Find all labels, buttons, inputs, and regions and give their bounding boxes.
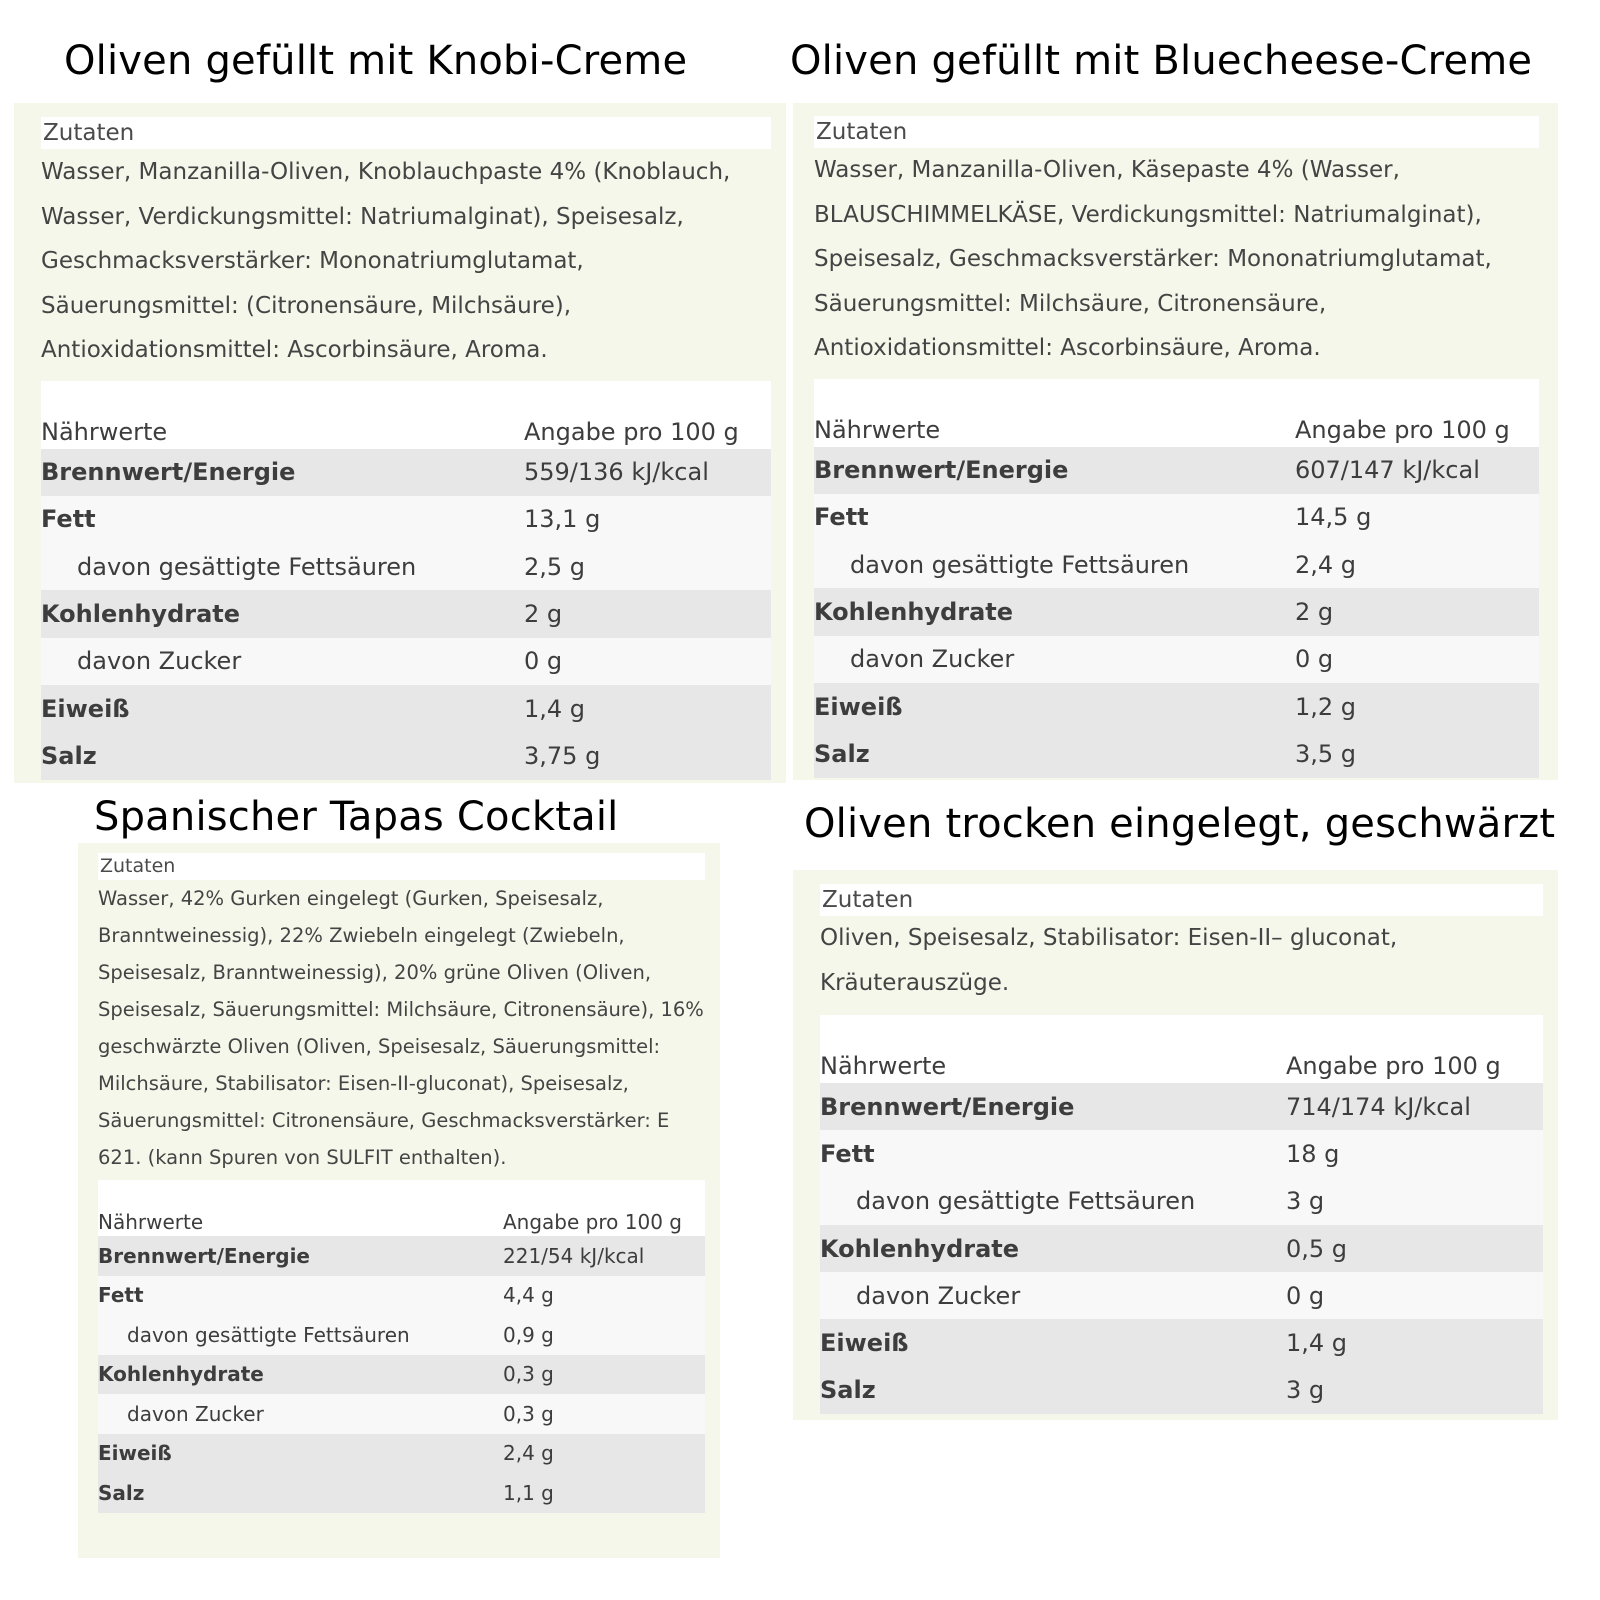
per-100g-header: Angabe pro 100 g	[1286, 1043, 1543, 1083]
row-label: Salz	[41, 732, 524, 779]
row-label: Kohlenhydrate	[820, 1225, 1286, 1272]
per-100g-header: Angabe pro 100 g	[524, 409, 771, 449]
row-value: 714/174 kJ/kcal	[1286, 1083, 1543, 1130]
divider	[814, 379, 1539, 407]
table-row	[98, 1473, 705, 1513]
panel-1-title: Oliven gefüllt mit Knobi-Creme	[64, 38, 688, 84]
table-row	[814, 636, 1539, 683]
row-label: davon Zucker	[41, 638, 524, 685]
row-label: davon gesättigte Fettsäuren	[814, 541, 1295, 588]
table-row	[814, 494, 1539, 541]
row-value: 607/147 kJ/kcal	[1295, 447, 1539, 494]
nutrition-panel-geschwaerzt	[793, 870, 1558, 1420]
row-label: davon Zucker	[814, 636, 1295, 683]
nutrition-header: Nährwerte	[820, 1043, 1286, 1083]
row-value: 3 g	[1286, 1178, 1543, 1225]
row-value: 0,3 g	[503, 1394, 705, 1434]
table-row	[820, 1272, 1543, 1319]
table-header-row	[814, 407, 1539, 447]
table-row	[820, 1083, 1543, 1130]
table-row	[98, 1355, 705, 1395]
table-header-row	[41, 409, 771, 449]
row-label: Brennwert/Energie	[41, 449, 524, 496]
row-value: 1,4 g	[1286, 1319, 1543, 1366]
row-label: Fett	[820, 1130, 1286, 1177]
row-label: Brennwert/Energie	[814, 447, 1295, 494]
table-row	[41, 496, 771, 543]
row-value: 4,4 g	[503, 1276, 705, 1316]
ingredients-text: Wasser, Manzanilla-Oliven, Knoblauchpaste 4% (Knoblauch, Wasser, Verdickungsmittel: Natriumalginat), Speisesalz, Geschmacksverstärker: Mononatriumglutamat, Säuerungsmittel: (Citronensäure, Milchsäure), Antioxidationsmittel: Ascorbinsäure, Aroma.	[41, 159, 731, 363]
table-header-row	[820, 1043, 1543, 1083]
row-label: davon Zucker	[98, 1394, 503, 1434]
row-value: 1,2 g	[1295, 683, 1539, 730]
table-row	[814, 541, 1539, 588]
row-value: 2,4 g	[503, 1434, 705, 1474]
nutrition-table	[820, 1043, 1543, 1414]
row-value: 0,9 g	[503, 1315, 705, 1355]
row-value: 3,5 g	[1295, 730, 1539, 777]
row-value: 0,3 g	[503, 1355, 705, 1395]
row-value: 0 g	[1286, 1272, 1543, 1319]
row-value: 2 g	[1295, 588, 1539, 635]
row-value: 2,4 g	[1295, 541, 1539, 588]
row-value: 18 g	[1286, 1130, 1543, 1177]
nutrition-table	[814, 407, 1539, 778]
table-row	[41, 638, 771, 685]
nutrition-header: Nährwerte	[814, 407, 1295, 447]
row-value: 2,5 g	[524, 543, 771, 590]
ingredients-label: Zutaten	[41, 117, 771, 149]
nutrition-table	[41, 409, 771, 780]
ingredients-label: Zutaten	[814, 116, 1539, 148]
row-label: Salz	[98, 1473, 503, 1513]
row-label: Fett	[98, 1276, 503, 1316]
divider	[98, 1180, 705, 1204]
row-value: 3 g	[1286, 1367, 1543, 1414]
row-label: Eiweiß	[98, 1434, 503, 1474]
table-header-row	[98, 1204, 705, 1236]
table-row	[98, 1315, 705, 1355]
row-label: davon gesättigte Fettsäuren	[98, 1315, 503, 1355]
table-row	[820, 1225, 1543, 1272]
row-label: Fett	[814, 494, 1295, 541]
nutrition-panel-knobi	[14, 103, 786, 783]
table-row	[41, 449, 771, 496]
row-label: Eiweiß	[814, 683, 1295, 730]
row-label: Eiweiß	[820, 1319, 1286, 1366]
table-row	[41, 543, 771, 590]
divider	[820, 1015, 1543, 1043]
divider	[41, 381, 771, 409]
row-value: 13,1 g	[524, 496, 771, 543]
row-value: 1,4 g	[524, 685, 771, 732]
row-label: davon Zucker	[820, 1272, 1286, 1319]
table-row	[820, 1178, 1543, 1225]
row-label: Brennwert/Energie	[98, 1236, 503, 1276]
table-row	[820, 1319, 1543, 1366]
per-100g-header: Angabe pro 100 g	[503, 1204, 705, 1236]
row-value: 0,5 g	[1286, 1225, 1543, 1272]
ingredients-label: Zutaten	[98, 853, 705, 880]
table-row	[98, 1394, 705, 1434]
row-label: davon gesättigte Fettsäuren	[41, 543, 524, 590]
ingredients-text: Wasser, Manzanilla-Oliven, Käsepaste 4% (Wasser, BLAUSCHIMMELKÄSE, Verdickungsmittel: Natriumalginat), Speisesalz, Geschmacksverstärker: Mononatriumglutamat, Säuerungsmittel: Milchsäure, Citronensäure, Antioxidationsmittel: Ascorbinsäure, Aroma.	[814, 157, 1492, 361]
nutrition-header: Nährwerte	[41, 409, 524, 449]
ingredients-text: Oliven, Speisesalz, Stabilisator: Eisen-II– gluconat, Kräuterauszüge.	[820, 925, 1398, 996]
table-row	[41, 732, 771, 779]
ingredients-label: Zutaten	[820, 884, 1543, 916]
nutrition-table	[98, 1204, 705, 1513]
table-row	[98, 1276, 705, 1316]
table-row	[814, 683, 1539, 730]
row-value: 0 g	[1295, 636, 1539, 683]
panel-4-title: Oliven trocken eingelegt, geschwärzt	[804, 801, 1556, 847]
nutrition-header: Nährwerte	[98, 1204, 503, 1236]
row-value: 559/136 kJ/kcal	[524, 449, 771, 496]
table-row	[814, 730, 1539, 777]
table-row	[41, 685, 771, 732]
ingredients-text: Wasser, 42% Gurken eingelegt (Gurken, Speisesalz, Branntweinessig), 22% Zwiebeln eingelegt (Zwiebeln, Speisesalz, Branntweinessig), 20% grüne Oliven (Oliven, Speisesalz, Säuerungsmittel: Milchsäure, Citronensäure), 16% geschwärzte Oliven (Oliven, Speisesalz, Säuerungsmittel: Milchsäure, Stabilisator: Eisen-II-gluconat), Speisesalz, Säuerungsmittel: Citronensäure, Geschmacksverstärker: E 621. (kann Spuren von SULFIT enthalten).	[98, 887, 704, 1169]
row-label: Kohlenhydrate	[814, 588, 1295, 635]
table-row	[98, 1236, 705, 1276]
row-value: 1,1 g	[503, 1473, 705, 1513]
panel-3-title: Spanischer Tapas Cocktail	[94, 794, 619, 840]
table-row	[814, 447, 1539, 494]
row-label: Brennwert/Energie	[820, 1083, 1286, 1130]
row-label: Kohlenhydrate	[41, 590, 524, 637]
row-value: 14,5 g	[1295, 494, 1539, 541]
row-label: davon gesättigte Fettsäuren	[820, 1178, 1286, 1225]
per-100g-header: Angabe pro 100 g	[1295, 407, 1539, 447]
table-row	[41, 590, 771, 637]
row-label: Salz	[820, 1367, 1286, 1414]
table-row	[820, 1130, 1543, 1177]
row-value: 3,75 g	[524, 732, 771, 779]
row-label: Kohlenhydrate	[98, 1355, 503, 1395]
row-label: Eiweiß	[41, 685, 524, 732]
table-row	[820, 1367, 1543, 1414]
row-label: Fett	[41, 496, 524, 543]
table-row	[98, 1434, 705, 1474]
row-value: 0 g	[524, 638, 771, 685]
table-row	[814, 588, 1539, 635]
row-value: 221/54 kJ/kcal	[503, 1236, 705, 1276]
row-value: 2 g	[524, 590, 771, 637]
nutrition-panel-tapas	[78, 843, 720, 1558]
panel-2-title: Oliven gefüllt mit Bluecheese-Creme	[790, 38, 1533, 84]
nutrition-panel-bluecheese	[793, 103, 1558, 780]
row-label: Salz	[814, 730, 1295, 777]
